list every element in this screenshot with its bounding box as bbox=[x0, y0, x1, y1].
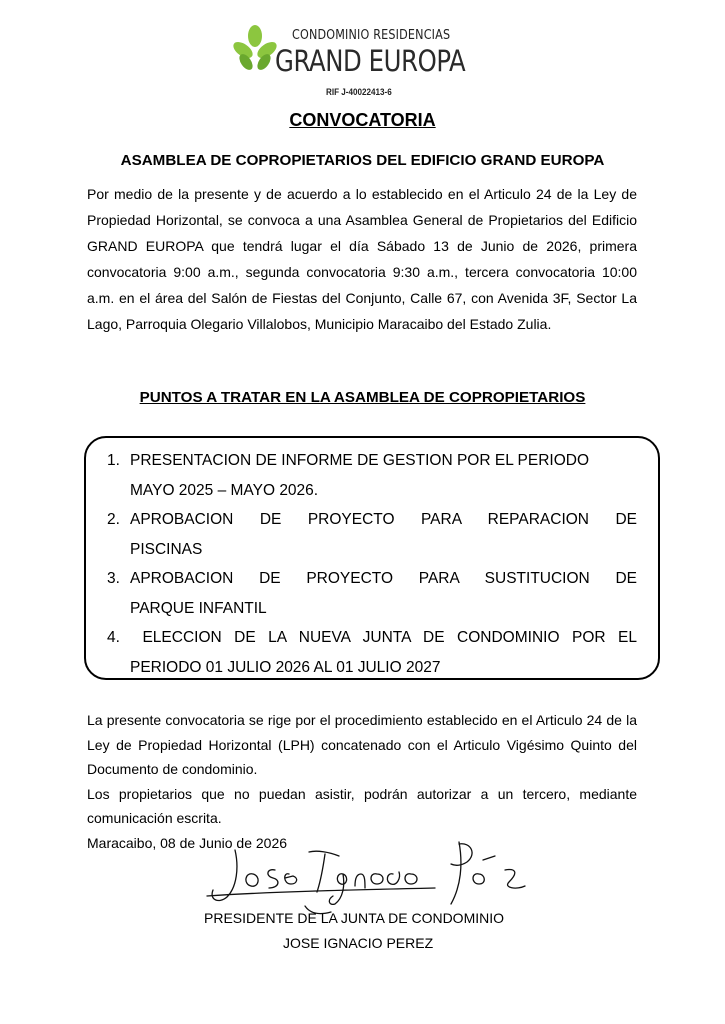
list-item bbox=[107, 505, 637, 564]
point-number: 4. bbox=[107, 629, 120, 646]
list-item bbox=[107, 623, 637, 682]
signature-image bbox=[205, 812, 545, 922]
place-date: Maracaibo, 08 de Junio de 2026 bbox=[87, 835, 288, 851]
points-list bbox=[107, 446, 637, 682]
signer-name: JOSE IGNACIO PEREZ bbox=[283, 935, 434, 951]
point-number: 1. bbox=[107, 452, 120, 469]
point-text-continued: PISCINAS bbox=[130, 540, 203, 558]
point-text: ELECCION DE LA NUEVA JUNTA DE CONDOMINIO POR EL bbox=[130, 629, 637, 646]
document-title: CONVOCATORIA bbox=[289, 110, 436, 130]
point-number: 3. bbox=[107, 570, 120, 587]
rif-number: RIF J-40022413-6 bbox=[326, 87, 392, 97]
logo-title: GRAND EUROPA bbox=[275, 44, 466, 78]
list-item bbox=[107, 564, 637, 623]
point-text-continued: MAYO 2025 – MAYO 2026. bbox=[130, 481, 319, 499]
point-text: APROBACION DE PROYECTO PARA REPARACION DE bbox=[130, 511, 637, 528]
signer-role: PRESIDENTE DE LA JUNTA DE CONDOMINIO bbox=[204, 910, 505, 926]
logo-subtitle: CONDOMINIO RESIDENCIAS bbox=[292, 28, 451, 43]
closing-paragraph: La presente convocatoria se rige por el procedimiento establecido en el Articulo 24 de la Ley de Propiedad Horizontal (LPH) concatenado con el Articulo Vigésimo Quinto del Documento de condominio. bbox=[87, 712, 637, 777]
point-number: 2. bbox=[107, 511, 120, 528]
point-text: PRESENTACION DE INFORME DE GESTION POR EL PERIODO bbox=[130, 452, 590, 469]
point-text-continued: PARQUE INFANTIL bbox=[130, 599, 267, 617]
intro-paragraph: Por medio de la presente y de acuerdo a lo establecido en el Articulo 24 de la Ley de Propiedad Horizontal, se convoca a una Asamblea General de Propietarios del Edificio GRAND EUROPA que tendrá lugar el día Sábado 13 de Junio de 2026, primera convocatoria 9:00 a.m., segunda convocatoria 9:30 a.m., tercera convocatoria 10:00 a.m. en el área del Salón de Fiestas del Conjunto, Calle 67, con Avenida 3F, Sector La Lago, Parroquia Olegario Villalobos, Municipio Maracaibo del Estado Zulia. bbox=[87, 186, 637, 332]
list-item bbox=[107, 446, 637, 505]
document-subtitle: ASAMBLEA DE COPROPIETARIOS DEL EDIFICIO GRAND EUROPA bbox=[120, 152, 605, 169]
point-text: APROBACION DE PROYECTO PARA SUSTITUCION DE bbox=[130, 570, 637, 587]
points-heading: PUNTOS A TRATAR EN LA ASAMBLEA DE COPROPIETARIOS bbox=[139, 389, 586, 406]
proxy-paragraph: Los propietarios que no puedan asistir, podrán autorizar a un tercero, mediante comunicación escrita. bbox=[87, 785, 637, 826]
leaf-icon bbox=[232, 24, 278, 72]
point-text-continued: PERIODO 01 JULIO 2026 AL 01 JULIO 2027 bbox=[130, 658, 441, 676]
